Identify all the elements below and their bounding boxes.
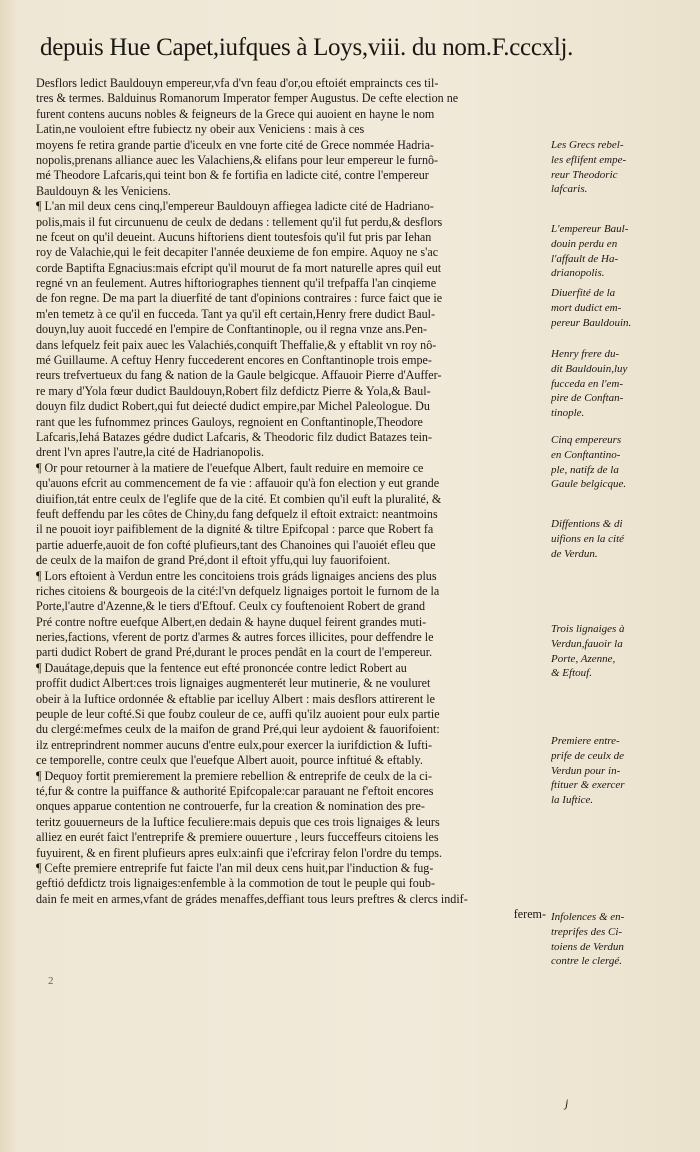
margin-note-line: contre le clergé. — [551, 955, 622, 968]
margin-note-line: Porte, Azenne, — [551, 652, 616, 665]
margin-note — [551, 622, 689, 681]
text-line: de fon regne. De ma part la diuerfité de tant d'opinions contraires : furce faict que ie — [36, 291, 443, 306]
margin-note-line: Gaule belgicque. — [551, 478, 627, 491]
margin-note-line: Infolences & en- — [551, 911, 625, 923]
margin-note-line: uifions en la cité — [551, 532, 625, 545]
text-line: qu'auons efcrit au commencement de fa vie : affauoir qu'à fon election y eut grande — [36, 476, 440, 491]
text-line: rant que les fufnommez princes Gauloys, regnoient en Conftantinople,Theodore — [36, 414, 423, 429]
text-line: il ne pouoit ioyr paifiblement de la dignité & tiltre Epifcopal : parce que Robert fa — [36, 522, 434, 537]
text-line: douyn filz dudict Robert,qui fut deiecté dudict empire,par Michel Paleologue. Du — [36, 399, 430, 414]
main-text-column — [36, 76, 550, 922]
margin-note — [551, 433, 689, 492]
margin-note-line: L'empereur Baul- — [551, 223, 629, 235]
text-line: dain fe meit en armes,vfant de grádes menaffes,deffiant tous leurs preftres & clercs indif- — [36, 891, 468, 906]
text-line: ¶ Dequoy fortit premierement la premiere rebellion & entreprife de ceulx de la ci- — [36, 768, 432, 783]
catchword: ferem- — [513, 907, 546, 922]
margin-note-line: douin perdu en — [551, 237, 618, 250]
text-line: du clergé:mefmes ceulx de la maifon de grand Pré,qui leur aydoient & fauorifoient: — [36, 722, 440, 737]
margin-note — [551, 734, 689, 808]
text-line: tres & termes. Balduinus Romanorum Imperator femper Augustus. De cefte election ne — [36, 91, 459, 106]
margin-note — [551, 517, 689, 561]
margin-note — [551, 286, 689, 330]
text-line: drent l'vn apres l'autre,la cité de Hadrianopolis. — [36, 445, 265, 460]
margin-note-line: en Conftantino- — [551, 448, 621, 461]
text-line: mé Theodore Lafcaris,qui teint bon & fe fortifia en ladicte cité, contre l'empereur — [36, 168, 429, 183]
margin-note-line: Trois lignaiges à — [551, 623, 625, 635]
margin-note — [551, 222, 689, 281]
margin-note-line: & Eftouf. — [551, 667, 592, 680]
text-line: ne fceut on qu'il deueint. Aucuns hiftoriens dient toutesfois qu'il fut pris par Iehan — [36, 229, 432, 244]
text-line: douyn,luy auoit fuccedé en l'empire de Conftantinople, ou il regna vnze ans.Pen- — [36, 322, 428, 337]
text-line: Bauldouyn & les Veniciens. — [36, 183, 171, 198]
margin-note-line: les eflifent empe- — [551, 153, 627, 166]
text-line: re mary d'Yola fœur dudict Bauldouyn,Robert filz defdictz Pierre & Yola,& Baul- — [36, 383, 431, 398]
text-line: ¶ L'an mil deux cens cinq,l'empereur Bauldouyn affiegea ladicte cité de Hadriano- — [36, 199, 434, 214]
text-line: diuifion,tát entre ceulx de l'eglife que de la cité. Et combien qu'il euft la pluralité, & — [36, 491, 442, 506]
margin-note-line: pereur Bauldouin. — [551, 316, 632, 329]
text-line: onques apparue contention ne controuerfe, fur la creation & nomination des pre- — [36, 799, 425, 814]
text-line: feuft deffendu par les côtes de Chiny,du fang defquelz il eftoit extraict: neantmoins — [36, 506, 438, 521]
margin-note-line: mort dudict em- — [551, 301, 622, 314]
margin-note — [551, 347, 689, 421]
margin-note-line: Verdun pour in- — [551, 764, 621, 777]
text-line: peuple de leur cofté.Si que foubz couleur de ce, auffi qu'ilz auoient pour eulx partie — [36, 707, 440, 722]
text-line: dans lefquelz feit paix auec les Valachiés,conquift Theffalie,& y eftablit vn roy nô- — [36, 337, 437, 352]
text-line: obeir à la Iuftice ordonnée & eftablie par icelluy Albert : mais desflors attirerent le — [36, 691, 435, 706]
text-line: Porte,l'autre d'Azenne,& le tiers d'Eftouf. Ceulx cy fouftenoient Robert de grand — [36, 599, 426, 614]
margin-note-line: ftituer & exercer — [551, 779, 625, 792]
text-line: roy de Valachie,qui le feit decapiter l'année deuxieme de fon empire. Aquoy ne s'ac — [36, 245, 439, 260]
margin-note-line: Diuerfité de la — [551, 287, 616, 299]
text-line: de ceulx de la maifon de grand Pré,dont il eftoit yffu,qui luy fauorifoient. — [36, 553, 391, 568]
margin-note-line: prife de ceulx de — [551, 749, 624, 762]
text-line: partie aduerfe,auoit de fon cofté plufieurs,tant des Chanoines qui l'auoiét efleu que — [36, 537, 436, 552]
text-line: ilz entreprindrent nommer aucuns d'entre eulx,pour exercer la iurifdiction & Iufti- — [36, 737, 433, 752]
margin-note-line: Diffentions & di — [551, 518, 623, 530]
signature-mark: j — [565, 1096, 569, 1110]
text-line: riches citoiens & bourgeois de la cité:l'vn defquelz lignaiges portoit le furnom de la — [36, 583, 440, 598]
margin-note-line: drianopolis. — [551, 267, 605, 280]
margin-note-line: ple, natifz de la — [551, 463, 619, 476]
text-line: fuyuirent, & en firent plufieurs apres eulx:ainfi que i'efcriray felon l'ordre du temps. — [36, 845, 442, 860]
text-line: corde Baptifta Egnacius:mais efcript qu'il mourut de fa mort naturelle apres quil eut — [36, 260, 442, 275]
margin-note-line: toiens de Verdun — [551, 940, 624, 953]
text-line: polis,mais il fut circunuenu de ceulx de dedans : tellement qu'il fut perdu,& desflors — [36, 214, 443, 229]
text-line: nopolis,prenans alliance auec les Valachiens,& elifans pour leur empereur le furnô- — [36, 152, 439, 167]
text-line: regné vn an feulement. Autres hiftoriographes tiennent qu'il trefpaffa l'an cinqieme — [36, 276, 437, 291]
margin-note-line: la Iuftice. — [551, 794, 594, 807]
margin-note-line: de Verdun. — [551, 547, 598, 560]
margin-note-line: dit Bauldouin,luy — [551, 362, 628, 375]
text-line: geftió defdictz trois lignaiges:enfemble à la commotion de tout le peuple qui foub- — [36, 876, 435, 891]
margin-note-line: Henry frere du- — [551, 348, 620, 360]
text-line: neries,factions, vferent de portz d'armes & autres forces illicites, pour deffendre le — [36, 630, 434, 645]
margin-note-line: treprifes des Ci- — [551, 925, 623, 938]
margin-tick-mark: 2 — [48, 975, 54, 987]
text-line: té,fur & contre la puiffance & authorité Epifcopale:car parauant ne f'eftoit encores — [36, 783, 434, 798]
text-line: ¶ Cefte premiere entreprife fut faicte l'an mil deux cens huit,par l'induction & fug- — [36, 860, 434, 875]
text-line: ce temporelle, contre ceulx que l'euefque Albert auoit, pource inftitué & eftably. — [36, 753, 423, 768]
margin-note — [551, 138, 689, 197]
margin-note-line: lafcaris. — [551, 183, 588, 196]
margin-note-line: l'affault de Ha- — [551, 252, 619, 265]
text-line: Desflors ledict Bauldouyn empereur,vfa d'vn feau d'or,ou eftoiét empraincts ces til- — [36, 76, 439, 90]
text-line: Latin,ne vouloient eftre fubiectz ny obeir aux Veniciens : mais à ces — [36, 122, 365, 137]
text-line: ¶ Dauátage,depuis que la fentence eut efté prononcée contre ledict Robert au — [36, 660, 407, 675]
margin-note-line: pire de Conftan- — [551, 392, 624, 405]
margin-note-line: Premiere entre- — [551, 735, 620, 747]
text-line: ¶ Lors eftoient à Verdun entre les concitoiens trois gráds lignaiges anciens des plus — [36, 568, 437, 583]
margin-note-line: Verdun,fauoir la — [551, 637, 623, 650]
text-line: Pré contre noftre euefque Albert,en dedain & hayne duquel feirent grandes muti- — [36, 614, 427, 629]
text-line: mé Guillaume. A ceftuy Henry fuccederent encores en Conftantinople trois empe- — [36, 353, 432, 368]
text-line: teritz gouuerneurs de la Iuftice feculiere:mais depuis que ces trois lignaiges & leurs — [36, 814, 440, 829]
text-line: alliez en eurét faict l'entreprife & premiere ouuerture , leurs fucceffeurs citoiens les — [36, 830, 439, 845]
margin-note-line: tinople. — [551, 407, 585, 420]
text-line: furent contens aucuns nobles & feigneurs de la Grece qui auoient en hayne le nom — [36, 106, 435, 121]
text-line: reurs trefvertueux du fang & nation de la Gaule belgicque. Affauoir Pierre d'Auffer- — [36, 368, 442, 383]
margin-note-line: reur Theodoric — [551, 168, 618, 181]
text-line: ¶ Or pour retourner à la matiere de l'euefque Albert, fault reduire en memoire ce — [36, 460, 424, 475]
text-line: moyens fe retira grande partie d'iceulx en vne forte cité de Grece nommée Hadria- — [36, 137, 435, 152]
margin-note — [551, 910, 689, 969]
running-title: depuis Hue Capet,iufques à Loys,viii. du nom.F.cccxlj. — [40, 34, 574, 61]
margin-note-line: fucceda en l'em- — [551, 377, 623, 390]
text-line: proffit dudict Albert:ces trois lignaiges augmenterét leur mutinerie, & ne vouluret — [36, 676, 431, 691]
text-line: Lafcaris,Iehá Batazes gédre dudict Lafcaris, & Theodoric filz dudict Batazes tein- — [36, 429, 432, 444]
text-line: m'en temetz à ce qu'il en fucceda. Tant ya qu'il eft certain,Henry frere dudict Baul- — [36, 306, 436, 321]
margin-note-line: Cinq empereurs — [551, 434, 622, 446]
text-line: parti dudict Robert de grand Pré,durant le proces pendât en la court de l'empereur. — [36, 645, 433, 660]
margin-note-line: Les Grecs rebel- — [551, 139, 624, 151]
